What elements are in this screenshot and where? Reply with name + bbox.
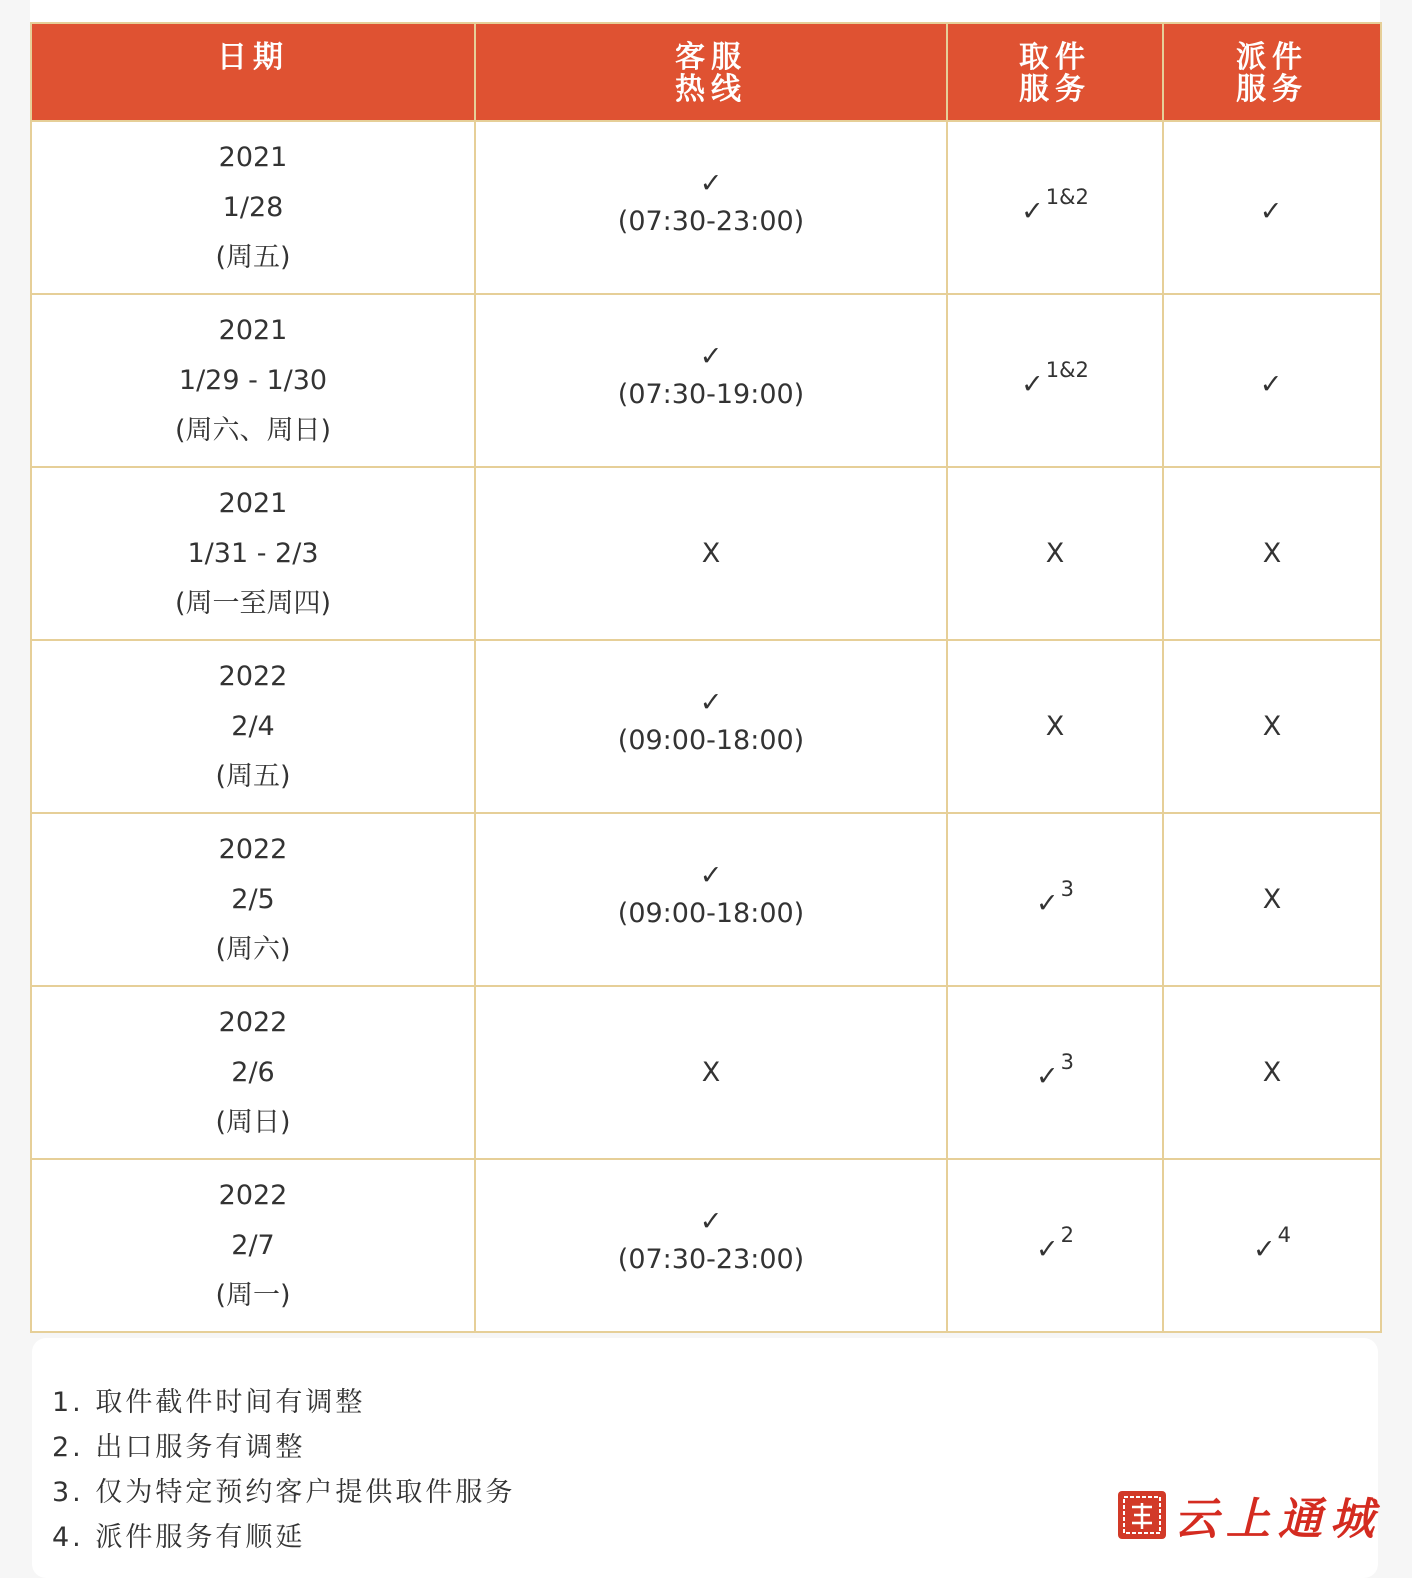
hotline-cell [475, 294, 947, 467]
hotline-cell [475, 1159, 947, 1332]
date-range: 2/4 [231, 710, 275, 742]
pickup-cell [947, 640, 1163, 813]
day-of-week: (周一) [215, 1279, 291, 1311]
pickup-footnote: 3 [1060, 877, 1074, 901]
hotline-cell [475, 986, 947, 1159]
hotline-hours: (09:00-18:00) [617, 724, 805, 756]
day-of-week: (周六) [215, 933, 291, 965]
pickup-status: ✓ [1036, 1061, 1059, 1092]
date-range: 2/7 [231, 1229, 275, 1261]
delivery-status: X [1262, 537, 1282, 569]
brand-name: 云上通城 [1174, 1494, 1382, 1545]
header-hotline: 客服 热线 [475, 23, 947, 121]
table-row [31, 467, 1381, 640]
day-of-week: (周日) [215, 1106, 291, 1138]
date-year: 2022 [218, 833, 288, 865]
delivery-status: X [1262, 883, 1282, 915]
date-year: 2022 [218, 1179, 288, 1211]
delivery-status: X [1262, 1056, 1282, 1088]
seal-icon [1118, 1491, 1166, 1539]
delivery-cell [1163, 1159, 1381, 1332]
hotline-status: ✓ [699, 859, 723, 891]
hotline-status: X [701, 1056, 721, 1088]
delivery-status: ✓ [1259, 369, 1283, 400]
pickup-cell [947, 1159, 1163, 1332]
table-row [31, 986, 1381, 1159]
day-of-week: (周五) [215, 760, 291, 792]
date-range: 1/28 [222, 191, 284, 223]
pickup-cell [947, 986, 1163, 1159]
delivery-status: ✓ [1253, 1234, 1276, 1265]
delivery-cell [1163, 986, 1381, 1159]
pickup-footnote: 2 [1060, 1223, 1074, 1247]
date-year: 2022 [218, 660, 288, 692]
date-year: 2022 [218, 1006, 288, 1038]
hotline-status: X [701, 537, 721, 569]
hotline-hours: (07:30-23:00) [617, 205, 805, 237]
hotline-status: ✓ [699, 167, 723, 199]
footnote-item: 3. 仅为特定预约客户提供取件服务 [52, 1477, 516, 1508]
table-header-row [31, 23, 1381, 121]
date-cell [31, 1159, 475, 1332]
footnote-item: 4. 派件服务有顺延 [52, 1522, 306, 1553]
pickup-status: ✓ [1036, 888, 1059, 919]
date-cell [31, 640, 475, 813]
hotline-hours: (09:00-18:00) [617, 897, 805, 929]
date-range: 1/31 - 2/3 [187, 537, 319, 569]
pickup-status: ✓ [1021, 196, 1044, 227]
date-year: 2021 [218, 487, 288, 519]
delivery-cell [1163, 294, 1381, 467]
date-range: 2/5 [231, 883, 275, 915]
hotline-cell [475, 813, 947, 986]
table-row [31, 813, 1381, 986]
pickup-cell [947, 294, 1163, 467]
table-row [31, 640, 1381, 813]
delivery-cell [1163, 640, 1381, 813]
pickup-cell [947, 813, 1163, 986]
pickup-footnote: 3 [1060, 1050, 1074, 1074]
pickup-footnote: 1&2 [1045, 185, 1089, 209]
table-row [31, 1159, 1381, 1332]
date-range: 1/29 - 1/30 [178, 364, 328, 396]
header-delivery: 派件 服务 [1163, 23, 1381, 121]
date-cell [31, 121, 475, 294]
table-row [31, 294, 1381, 467]
hotline-hours: (07:30-23:00) [617, 1243, 805, 1275]
date-year: 2021 [218, 141, 288, 173]
top-card-edge [30, 0, 1380, 22]
hotline-status: ✓ [699, 1205, 723, 1237]
hotline-hours: (07:30-19:00) [617, 378, 805, 410]
pickup-cell [947, 121, 1163, 294]
date-year: 2021 [218, 314, 288, 346]
header-date: 日期 [31, 23, 475, 121]
footnote-item: 2. 出口服务有调整 [52, 1432, 306, 1463]
date-cell [31, 294, 475, 467]
pickup-status: ✓ [1021, 369, 1044, 400]
delivery-cell [1163, 813, 1381, 986]
table-row [31, 121, 1381, 294]
hotline-cell [475, 467, 947, 640]
day-of-week: (周一至周四) [174, 587, 332, 619]
pickup-status: X [1045, 710, 1065, 742]
holiday-service-table [30, 22, 1382, 1333]
date-cell [31, 986, 475, 1159]
hotline-status: ✓ [699, 340, 723, 372]
header-pickup: 取件 服务 [947, 23, 1163, 121]
pickup-status: X [1045, 537, 1065, 569]
hotline-status: ✓ [699, 686, 723, 718]
hotline-cell [475, 640, 947, 813]
delivery-status: X [1262, 710, 1282, 742]
date-cell [31, 467, 475, 640]
pickup-status: ✓ [1036, 1234, 1059, 1265]
delivery-status: ✓ [1259, 196, 1283, 227]
delivery-footnote: 4 [1277, 1223, 1291, 1247]
date-cell [31, 813, 475, 986]
day-of-week: (周五) [215, 241, 291, 273]
delivery-cell [1163, 121, 1381, 294]
day-of-week: (周六、周日) [174, 414, 332, 446]
delivery-cell [1163, 467, 1381, 640]
pickup-cell [947, 467, 1163, 640]
brand-watermark [1118, 1490, 1382, 1545]
pickup-footnote: 1&2 [1045, 358, 1089, 382]
footnote-item: 1. 取件截件时间有调整 [52, 1387, 366, 1418]
hotline-cell [475, 121, 947, 294]
date-range: 2/6 [231, 1056, 275, 1088]
